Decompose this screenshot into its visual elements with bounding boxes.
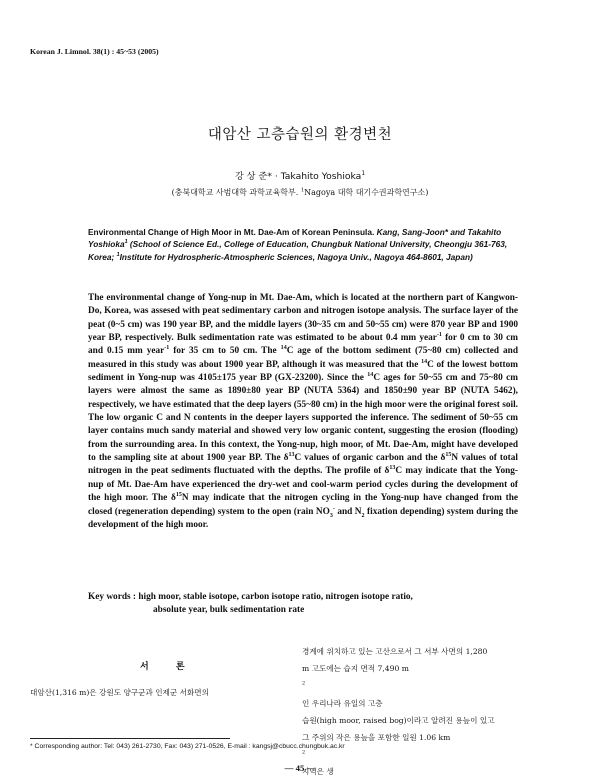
paper-title: 대암산 고층습원의 환경변천	[207, 127, 393, 143]
abstract-text: C ages for 50~55 cm and 75~80 cm layers were almost the same as 1890±80 year BP (NUTA 5364) and 1850±90 year BP (NUTA 5462), respectively, we have estimated that the deep layers (55~80 cm) in the high moor were the original forest soil. The low organic C and N contents in the deeper layers supported the inference. The sediment of 50~55 cm layer contains much sandy material and showed very low organic content, suggesting the erosion (flooding) from the surrounding area. In this context, the Yong-nup, high moor, of Mt. Dae-Am, might have developed to the sampling site at about 1900 year BP. The δ	[88, 373, 518, 464]
abstract-text: for 0 cm to 30 cm and 0.15 mm year	[88, 333, 518, 357]
intro-right-sup: 2	[302, 749, 306, 756]
abstract-sup: 14	[280, 345, 287, 352]
abstract-sup: 15	[445, 452, 452, 459]
abstract-sup: -	[332, 505, 335, 512]
abstract-text: N values of total nitrogen in the peat sediments fluctuated with the depths. The profile of δ	[88, 453, 518, 477]
abstract-sup: 14	[367, 371, 374, 378]
abstract-sup: 14	[421, 358, 428, 365]
affiliation-part2: Nagoya 대학 대기수권과학연구소)	[304, 188, 429, 197]
affiliation-part1: (충북대학교 사범대학 과학교육학부.	[171, 188, 301, 197]
abstract-sup: 15	[175, 492, 182, 499]
journal-reference: Korean J. Limnol. 38(1) : 45~53 (2005)	[30, 47, 159, 56]
abstract-text: C values of organic carbon and the δ	[294, 453, 446, 464]
english-authors: Kang, Sang-Joon* and Takahito Yoshioka	[88, 227, 502, 250]
intro-left-column: 대암산(1,316 m)은 강원도 양구군과 인제군 서화면의	[30, 688, 209, 697]
abstract-text: C may indicate that the Yong-nup of Mt. Dae-Am have experienced the dry-wet and cool-warm period cycles during the development of the high moor. The δ	[88, 466, 519, 504]
intro-right-sup: 2	[302, 680, 306, 687]
intro-right-line: 경계에 위치하고 있는 고산으로서 그 서부 사면의 1,280	[302, 647, 488, 656]
intro-right-text: m 고도에는 습지 면적 7,490 m	[302, 664, 409, 674]
abstract-text: and N	[334, 506, 362, 517]
abstract-sup: -1	[164, 345, 170, 352]
keywords	[88, 591, 518, 618]
intro-right-text: 지역은 생	[302, 767, 334, 777]
affiliation-sup: 1	[300, 187, 305, 194]
author-korean: 강 상 준*	[234, 171, 272, 182]
abstract-sub: 3	[329, 512, 333, 519]
author-other-sup: 1	[361, 169, 366, 177]
abstract-sup: -1	[436, 331, 442, 338]
english-title: Environmental Change of High Moor in Mt. Dae-Am of Korean Peninsula.	[88, 227, 375, 237]
corresponding-author-footnote: * Corresponding author: Tel: 043) 261-2730, Fax: 043) 271-0526, E-mail : kangsj@cbucc.chungbuk.ac.kr	[30, 743, 345, 750]
abstract-body	[88, 292, 518, 532]
english-affiliation-b: Institute for Hydrospheric-Atmospheric Sciences, Nagoya Univ., Nagoya 464-8601, Japan)	[119, 251, 473, 262]
keywords-label: Key words :	[88, 592, 139, 602]
intro-right-column	[302, 643, 570, 781]
footnote-divider	[30, 738, 230, 739]
abstract-text: C of the lowest bottom sediment in Yong-nup was 4105±175 year BP (GX-23200). Since the	[88, 359, 519, 384]
keywords-line1: high moor, stable isotope, carbon isotope ratio, nitrogen isotope ratio,	[138, 592, 413, 602]
page-number: — 45 —	[284, 763, 316, 773]
intro-right-text: 그 주위의 작은 용늪을 포함한 일원 1.06 km	[302, 733, 451, 743]
english-affiliation-sup: 1	[116, 252, 120, 259]
section-heading-introduction: 서 론	[140, 662, 197, 672]
abstract-sup: 13	[389, 465, 396, 472]
abstract-text: N may indicate that the nitrogen cycling in the Yong-nup have changed from the closed (regeneration depending) system to the open (rain NO	[88, 493, 518, 517]
abstract-text: fixation depending) system during the development of the high moor.	[88, 506, 519, 530]
english-affiliation-a: (School of Science Ed., College of Education, Chungbuk National University, Cheongju 361-763, Korea;	[88, 239, 508, 262]
intro-right-line: 습원(high moor, raised bog)이라고 알려진 용늪이 있고	[302, 715, 495, 725]
abstract-text: The environmental change of Yong-nup in Mt. Dae-Am, which is located at the northern part of Kangwon-Do, Korea, was assesed with peat sedimentary carbon and nitrogen isotope analysis. The surface layer of the peat (0~5 cm) was 190 year BP, and the middle layers (30~35 cm and 50~55 cm) were 870 year BP and 1900 year BP, respectively. Bulk sedimentation rate was estimated to be about 0.4 mm year	[88, 293, 518, 344]
abstract-text: C age of the bottom sediment (75~80 cm) collected and measured in this study was about 1900 year BP, although it was measured that the	[88, 346, 518, 370]
english-authors-sup: 1	[124, 239, 128, 246]
author-separator: ·	[271, 171, 281, 182]
english-header	[88, 226, 518, 263]
intro-right-line	[302, 660, 570, 712]
keywords-line2: absolute year, bulk sedimentation rate	[153, 605, 305, 616]
abstract-sup: 13	[288, 452, 295, 459]
abstract-text: for 35 cm to 50 cm. The	[169, 346, 281, 357]
abstract-sub: 2	[361, 512, 365, 519]
intro-right-text: 인 우리나라 유일의 고층	[302, 698, 383, 708]
affiliation-line	[0, 187, 600, 198]
author-other: Takahito Yoshioka	[280, 171, 362, 182]
author-line	[0, 168, 600, 182]
